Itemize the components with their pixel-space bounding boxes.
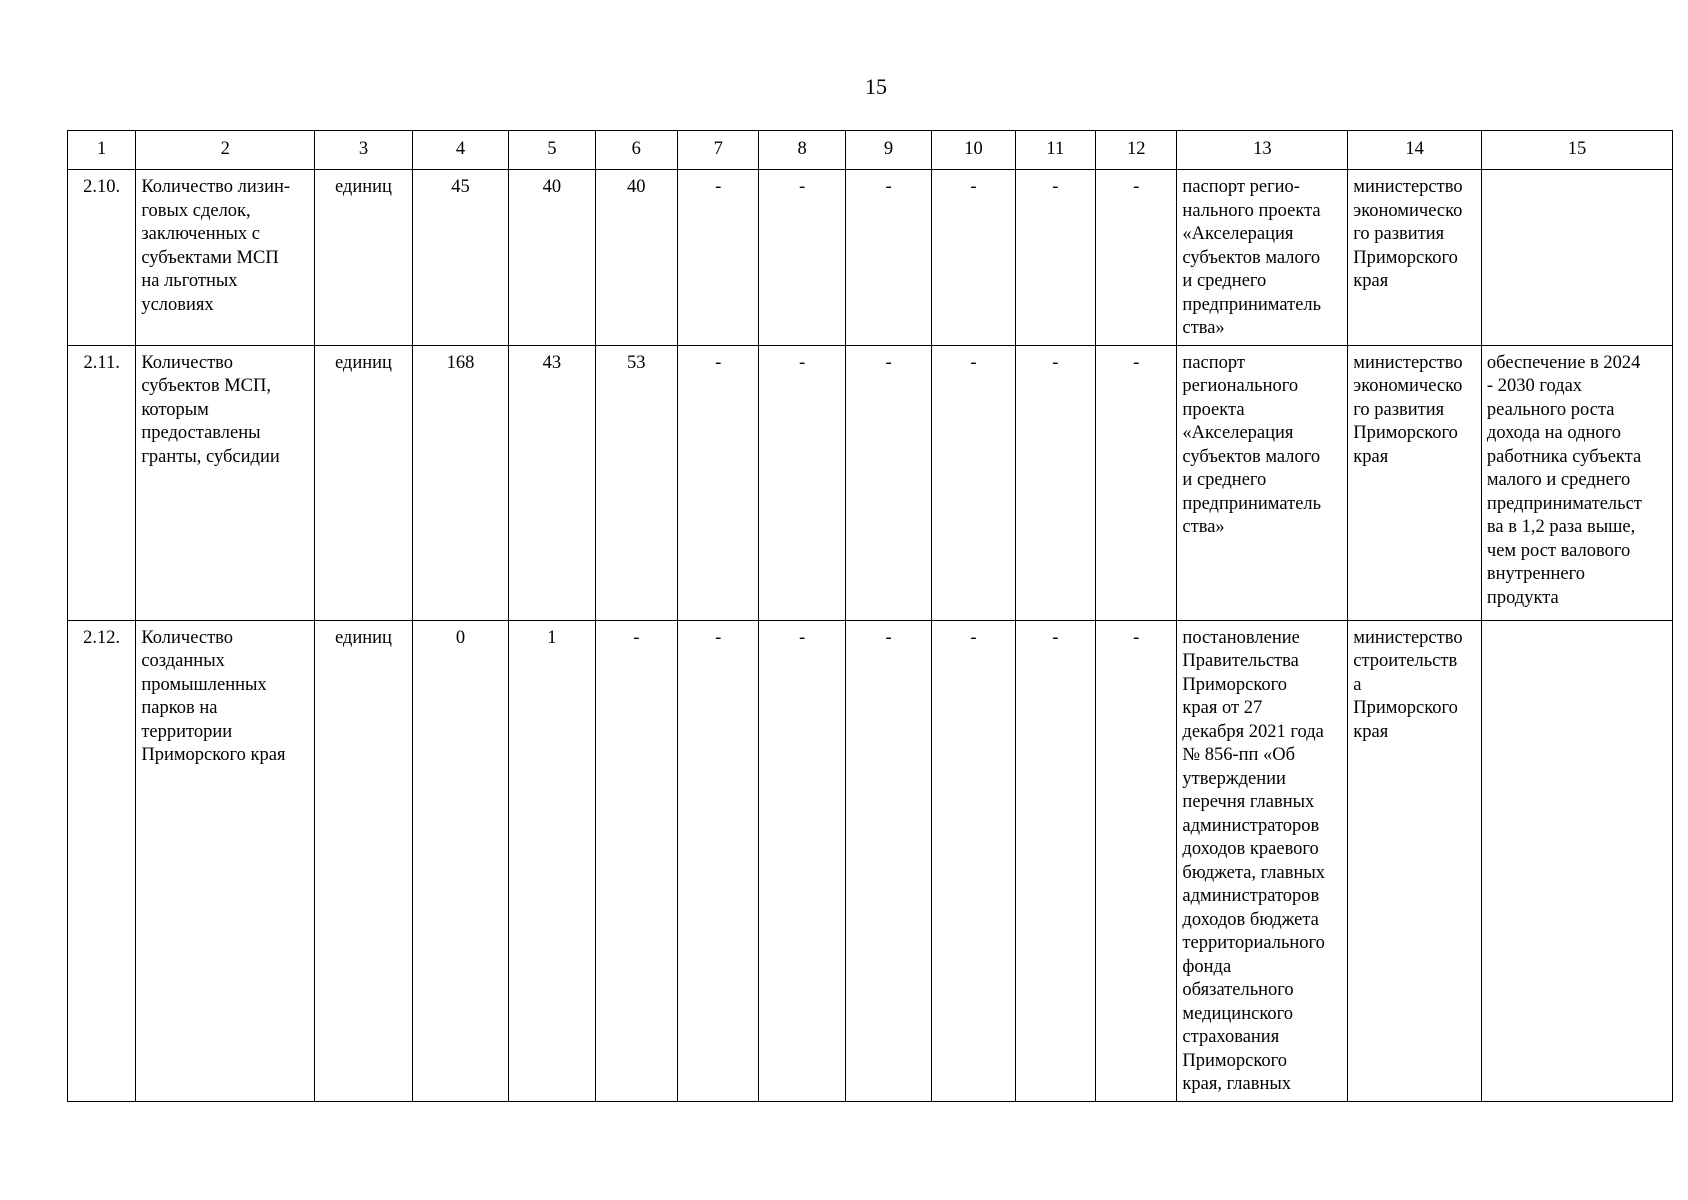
responsible-body-cell: министерство экономическо го развития Приморского края: [1348, 170, 1482, 346]
header-cell: 13: [1177, 131, 1348, 170]
value-cell: -: [1096, 170, 1177, 346]
value-cell: 40: [595, 170, 677, 346]
value-cell: -: [759, 345, 845, 620]
responsible-body-cell: министерство экономическо го развития Приморского края: [1348, 345, 1482, 620]
table-row: [68, 620, 1673, 1101]
indicator-name-cell: Количество лизин- говых сделок, заключенных с субъектами МСП на льготных условиях: [136, 170, 315, 346]
value-cell: -: [1096, 620, 1177, 1101]
value-cell: -: [932, 345, 1015, 620]
goal-link-cell: обеспечение в 2024 - 2030 годах реального роста дохода на одного работника субъекта малого и среднего предпринимательст ва в 1,2 раза выше, чем рост валового внутреннего продукта: [1481, 345, 1672, 620]
header-cell: 1: [68, 131, 136, 170]
responsible-body-cell: министерство строительств а Приморского края: [1348, 620, 1482, 1101]
row-number-cell: 2.12.: [68, 620, 136, 1101]
value-cell: -: [932, 170, 1015, 346]
value-cell: -: [595, 620, 677, 1101]
header-cell: 11: [1015, 131, 1095, 170]
unit-cell: единиц: [315, 620, 412, 1101]
value-cell: -: [1015, 620, 1095, 1101]
header-cell: 2: [136, 131, 315, 170]
row-number-cell: 2.11.: [68, 345, 136, 620]
indicator-name-cell: Количество субъектов МСП, которым предоставлены гранты, субсидии: [136, 345, 315, 620]
header-cell: 15: [1481, 131, 1672, 170]
value-cell: -: [759, 620, 845, 1101]
header-cell: 3: [315, 131, 412, 170]
table-row: [68, 170, 1673, 346]
value-cell: -: [678, 620, 759, 1101]
value-cell: 168: [412, 345, 508, 620]
header-row: [68, 131, 1673, 170]
source-document-cell: паспорт регионального проекта «Акселерация субъектов малого и среднего предприниматель ства»: [1177, 345, 1348, 620]
value-cell: -: [845, 345, 931, 620]
value-cell: 43: [509, 345, 595, 620]
header-cell: 6: [595, 131, 677, 170]
row-number-cell: 2.10.: [68, 170, 136, 346]
value-cell: -: [1015, 345, 1095, 620]
source-document-cell: постановление Правительства Приморского края от 27 декабря 2021 года № 856-пп «Об утверждении перечня главных администраторов доходов краевого бюджета, главных администраторов доходов бюджета территориального фонда обязательного медицинского страхования Приморского края, главных: [1177, 620, 1348, 1101]
indicators-table: [67, 130, 1673, 1102]
value-cell: 45: [412, 170, 508, 346]
value-cell: -: [759, 170, 845, 346]
page-number: 15: [865, 74, 887, 99]
header-cell: 4: [412, 131, 508, 170]
unit-cell: единиц: [315, 170, 412, 346]
unit-cell: единиц: [315, 345, 412, 620]
source-document-cell: паспорт регио- нального проекта «Акселерация субъектов малого и среднего предприниматель ства»: [1177, 170, 1348, 346]
value-cell: 0: [412, 620, 508, 1101]
header-cell: 9: [845, 131, 931, 170]
header-cell: 5: [509, 131, 595, 170]
indicator-name-cell: Количество созданных промышленных парков на территории Приморского края: [136, 620, 315, 1101]
value-cell: -: [845, 170, 931, 346]
header-cell: 12: [1096, 131, 1177, 170]
value-cell: -: [932, 620, 1015, 1101]
value-cell: -: [845, 620, 931, 1101]
value-cell: -: [678, 170, 759, 346]
header-cell: 14: [1348, 131, 1482, 170]
value-cell: -: [678, 345, 759, 620]
value-cell: -: [1096, 345, 1177, 620]
value-cell: 40: [509, 170, 595, 346]
table-row: [68, 345, 1673, 620]
goal-link-cell: [1481, 170, 1672, 346]
value-cell: -: [1015, 170, 1095, 346]
goal-link-cell: [1481, 620, 1672, 1101]
value-cell: 1: [509, 620, 595, 1101]
header-cell: 7: [678, 131, 759, 170]
header-cell: 10: [932, 131, 1015, 170]
header-cell: 8: [759, 131, 845, 170]
value-cell: 53: [595, 345, 677, 620]
